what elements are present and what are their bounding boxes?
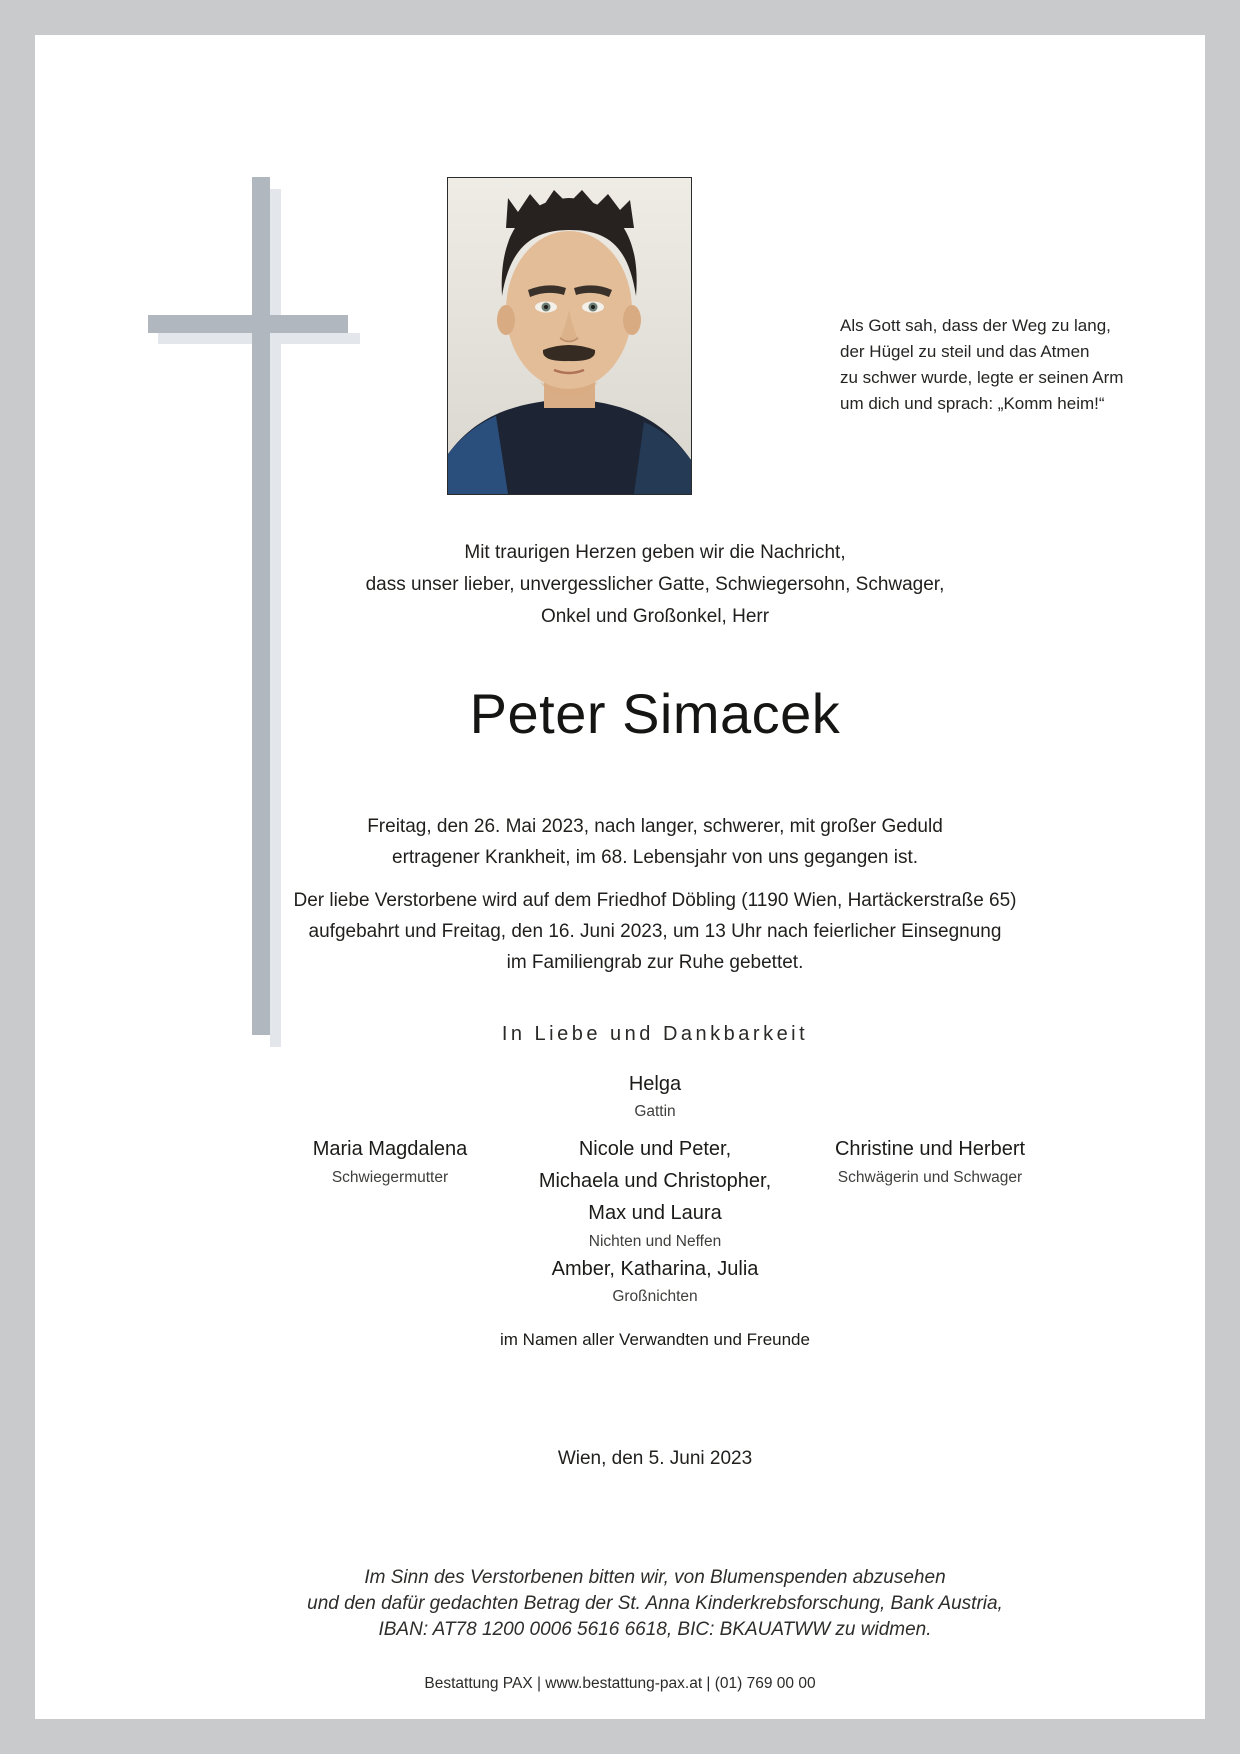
donation-line: und den dafür gedachten Betrag der St. Anna Kinderkrebsforschung, Bank Austria,: [307, 1593, 1003, 1614]
cross-bar-horizontal: [148, 315, 348, 333]
donation-note: [105, 1565, 1205, 1643]
mourner-role: Schwägerin und Schwager: [837, 1169, 1023, 1186]
primary-mourner: [105, 1069, 1205, 1122]
funeral-line: aufgebahrt und Freitag, den 16. Juni 2023, um 13 Uhr nach feierlicher Einsegnung: [308, 921, 1002, 942]
quote-line: der Hügel zu steil und das Atmen: [840, 342, 1090, 361]
death-line: ertragener Krankheit, im 68. Lebensjahr von uns gegangen ist.: [392, 847, 918, 868]
closing-line: In Liebe und Dankbarkeit: [501, 1023, 809, 1045]
quote-line: zu schwer wurde, legte er seinen Arm: [840, 368, 1124, 387]
deceased-name: Peter Simacek: [469, 682, 841, 745]
dateline: Wien, den 5. Juni 2023: [557, 1448, 753, 1469]
mourner-extra: [105, 1254, 1205, 1307]
mourner-name: Michaela und Christopher,: [538, 1170, 772, 1192]
mourner-role: Großnichten: [612, 1288, 698, 1305]
quote-line: Als Gott sah, dass der Weg zu lang,: [840, 316, 1111, 335]
quote-line: um dich und sprach: „Komm heim!“: [840, 394, 1105, 413]
mourner-role: Gattin: [634, 1103, 676, 1120]
mourner-column-right: [730, 1133, 1130, 1188]
mourner-name: Christine und Herbert: [834, 1138, 1026, 1160]
mourner-role: Schwiegermutter: [331, 1169, 449, 1186]
announcement-intro: [105, 537, 1205, 633]
death-line: Freitag, den 26. Mai 2023, nach langer, schwerer, mit großer Geduld: [367, 816, 943, 837]
mourner-name: Maria Magdalena: [312, 1138, 468, 1160]
death-details: [105, 811, 1205, 873]
mourner-name: Amber, Katharina, Julia: [551, 1258, 759, 1280]
mourner-name: Helga: [628, 1073, 682, 1095]
intro-line: Mit traurigen Herzen geben wir die Nachricht,: [464, 542, 846, 563]
donation-line: IBAN: AT78 1200 0006 5616 6618, BIC: BKAUATWW zu widmen.: [378, 1619, 932, 1640]
mourner-role: Nichten und Neffen: [588, 1233, 722, 1250]
mourner-name: Max und Laura: [588, 1202, 722, 1224]
parte-page: [35, 35, 1205, 1719]
intro-line: dass unser lieber, unvergesslicher Gatte, Schwiegersohn, Schwager,: [365, 574, 945, 595]
on-behalf-line: im Namen aller Verwandten und Freunde: [500, 1330, 810, 1349]
funeral-line: im Familiengrab zur Ruhe gebettet.: [506, 952, 804, 973]
memorial-quote: [840, 313, 1130, 417]
funeral-home-footer: Bestattung PAX | www.bestattung-pax.at | (01) 769 00 00: [424, 1675, 816, 1692]
mourner-name: Nicole und Peter,: [578, 1138, 732, 1160]
portrait-photo: [447, 177, 692, 495]
funeral-details: [105, 885, 1205, 978]
funeral-line: Der liebe Verstorbene wird auf dem Friedhof Döbling (1190 Wien, Hartäckerstraße 65): [293, 890, 1017, 911]
donation-line: Im Sinn des Verstorbenen bitten wir, von Blumenspenden abzusehen: [364, 1567, 946, 1588]
intro-line: Onkel und Großonkel, Herr: [540, 606, 770, 627]
